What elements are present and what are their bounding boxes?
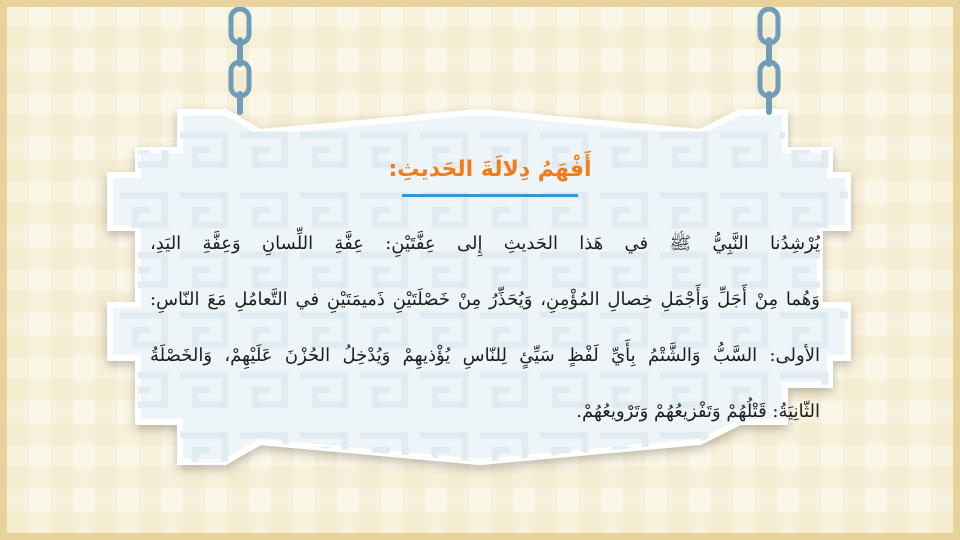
explanation-line: الأولى: السَّبُّ وَالشَّتْمُ بِأَيِّ لَفْظٍ سَيِّئٍ لِلنّاسِ يُؤْذيهِمْ وَيُدْخِلُ الحُزْنَ عَلَيْهِمْ، وَالخَصْلَةُ — [150, 345, 820, 366]
section-heading — [380, 150, 600, 202]
hadith-explanation — [150, 222, 820, 446]
explanation-line: وَهُما مِنْ أَجَلِّ وَأَجْمَلِ خِصالِ المُؤْمِنِ، وَيُحَذِّرُ مِنْ خَصْلَتَيْنِ ذَميمَتَيْنِ في التَّعامُلِ مَعَ النّاسِ: — [150, 289, 820, 310]
heading-underline — [402, 194, 578, 197]
chain-icon — [224, 7, 256, 117]
section-heading-text: أَفْهَمُ دِلالَةَ الحَديثِ: — [388, 157, 592, 182]
chain-icon — [753, 7, 785, 117]
explanation-line: الثّانِيَةُ: قَتْلُهُمْ وَتَفْزيعُهُمْ وَتَرْويعُهُمْ. — [576, 401, 820, 422]
explanation-line: يُرْشِدُنا النَّبِيُّ ﷺ في هَذا الحَديثِ إِلى عِفَّتَيْنِ: عِفَّةِ اللِّسانِ وَعِفَّةِ اليَدِ، — [150, 233, 820, 254]
